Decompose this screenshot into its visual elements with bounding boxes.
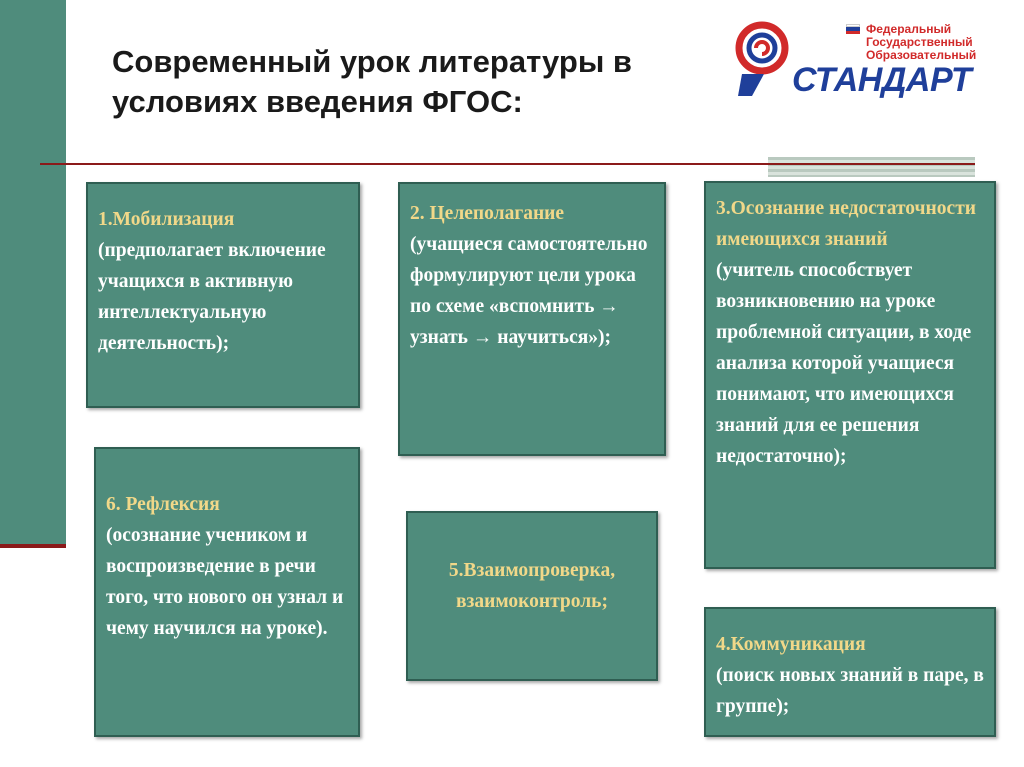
decor-stripe [768, 157, 975, 177]
logo-caption: Федеральный Государственный Образовательный [866, 22, 977, 62]
box-awareness [704, 181, 996, 569]
fgos-emblem-icon [734, 18, 794, 100]
box-mutual-check [406, 511, 658, 681]
box-heading: 3.Осознание недостаточности имеющихся знаний [716, 198, 977, 250]
left-decor-line [0, 544, 66, 548]
box-heading: 6. Рефлексия [106, 494, 220, 515]
box-heading: 4.Коммуникация [716, 634, 866, 655]
fgos-logo [734, 18, 977, 100]
box-text: (предполагает включение учащихся в активную интеллектуальную деятельность); [98, 240, 326, 354]
box-heading: 5.Взаимопроверка, взаимоконтроль; [448, 560, 616, 612]
box-heading: 2. Целеполагание [410, 203, 565, 224]
box-heading: 1.Мобилизация [98, 209, 235, 230]
box-mobilization [86, 182, 360, 408]
box-text: (осознание учеником и воспроизведение в речи того, что нового он узнал и чему научился на уроке). [106, 525, 344, 639]
page-title: Современный урок литературы в условиях введения ФГОС: [112, 44, 632, 119]
box-goal-setting [398, 182, 666, 456]
box-communication [704, 607, 996, 737]
russian-flag-icon [846, 24, 860, 34]
box-text: (учитель способствует возникновению на уроке проблемной ситуации, в ходе анализа которой учащиеся понимают, что имеющихся знаний для ее решения недостаточно); [716, 260, 972, 467]
logo-wordmark: СТАНДАРТ [792, 61, 972, 99]
left-decor-bar [0, 0, 66, 548]
box-text: (поиск новых знаний в паре, в группе); [716, 665, 984, 717]
title-divider [40, 163, 975, 165]
box-text: (учащиеся самостоятельно формулируют цели урока по схеме «вспомнить → узнать → научиться»); [410, 234, 648, 348]
box-reflection [94, 447, 360, 737]
